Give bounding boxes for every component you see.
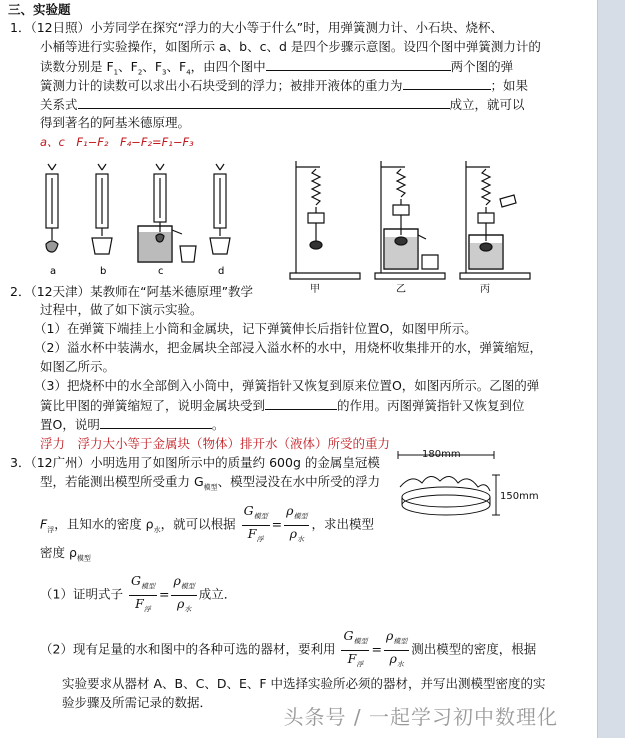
q2-line4: （2）溢水杯中装满水，把金属块全部浸入溢水杯的水中，用烧杯收集排开的水，弹簧缩短， [34, 340, 542, 355]
q2-line5: 如图乙所示。 [40, 359, 116, 374]
q3-line1: 3．（12广州）小明选用了如图所示中的质量约 600g 的金属皇冠模 [10, 455, 380, 470]
fig-label-c: c [158, 266, 164, 277]
q3-line3: $F_浮$，且知水的密度 $\rho_水$，就可以根据 $\frac{G_{模型}}{F_浮}$ = $\frac{\rho_{模型}}{\rho_水}$ ，求出模型 [40, 503, 374, 547]
q2-line1: 2．（12天津）某教师在“阿基米德原理”教学 [10, 284, 254, 299]
fig-label-d: d [218, 266, 225, 277]
crown-width-label: 180mm [422, 449, 461, 460]
q3-line4: 密度 $\rho_{模型}$ [40, 545, 91, 563]
q1-line5: 关系式 成立，就可以 [40, 97, 525, 112]
fig-label-yi: 乙 [396, 284, 406, 295]
formula-2: $\frac{G_{模型}}{F_浮}$ [130, 573, 155, 613]
q2-line7: 簧比甲图的弹簧缩短了，说明金属块受到 的作用。丙图弹簧指针又恢复到位 [40, 398, 525, 413]
formula-3: $\frac{G_{模型}}{F_浮}$ [343, 628, 368, 668]
q3-part1: （1）证明式子 $\frac{G_{模型}}{F_浮}$ = $\frac{\rho_{模型}}{\rho_水}$ 成立． [40, 573, 236, 617]
q2-line3: （1）在弹簧下端挂上小筒和金属块，记下弹簧伸长后指针位置O，如图甲所示。 [34, 321, 477, 336]
q2-line2: 过程中，做了如下演示实验。 [40, 302, 203, 317]
fig-label-a: a [50, 266, 57, 277]
watermark: 头条号 / 一起学习初中数理化 [283, 705, 558, 729]
q2-line8: 置O，说明 。 [40, 417, 225, 432]
q2-answer: 浮力 浮力大小等于金属块（物体）排开水（液体）所受的重力 [40, 436, 391, 451]
q1-line1: 1．（12日照）小芳同学在探究“浮力的大小等于什么”时，用弹簧测力计、小石块、烧杯、 [10, 20, 504, 35]
q1-line6: 得到著名的阿基米德原理。 [40, 115, 191, 130]
q3-line2: 型，若能测出模型所受重力 $G_{模型}$、模型浸没在水中所受的浮力 [40, 474, 381, 492]
q1-figure-abcd [30, 160, 255, 280]
q1-answer: a、c F₁−F₂ F₄−F₂=F₁−F₃ [40, 135, 194, 149]
crown-height-label: 150mm [500, 491, 539, 502]
q1-line3: 读数分别是 $F_1$、$F_2$、$F_3$、$F_4$，由四个图中 两个图的弹 [40, 59, 514, 77]
q1-line4: 簧测力计的读数可以求出小石块受到的浮力；被排开液体的重力为 ；如果 [40, 78, 529, 93]
q2-figure-stands [280, 155, 540, 295]
formula-1: $\frac{G_{模型}}{F_浮}$ [243, 503, 268, 543]
section-title: 三、实验题 [8, 2, 71, 17]
q3-line6: 验步骤及所需记录的数据． [62, 695, 213, 710]
fig-label-bing: 丙 [480, 284, 490, 295]
q3-line5: 实验要求从器材 A、B、C、D、E、F 中选择实验所必须的器材，并写出测模型密度的实 [62, 676, 546, 691]
fig-label-jia: 甲 [310, 284, 320, 295]
crown-figure [392, 447, 542, 527]
fig-label-b: b [100, 266, 107, 277]
q1-line2: 小桶等进行实验操作，如图所示 a、b、c、d 是四个步骤示意图。设四个图中弹簧测力计的 [40, 39, 541, 54]
q2-line6: （3）把烧杯中的水全部倒入小筒中，弹簧指针又恢复到原来位置O，如图丙所示。乙图的弹 [34, 378, 540, 393]
vertical-scrollbar[interactable] [597, 0, 625, 738]
q3-part2: （2）现有足量的水和图中的各种可选的器材，要利用 $\frac{G_{模型}}{F_浮}$ = $\frac{\rho_{模型}}{\rho_水}$ 测出模型的密度，根据 [40, 628, 536, 672]
